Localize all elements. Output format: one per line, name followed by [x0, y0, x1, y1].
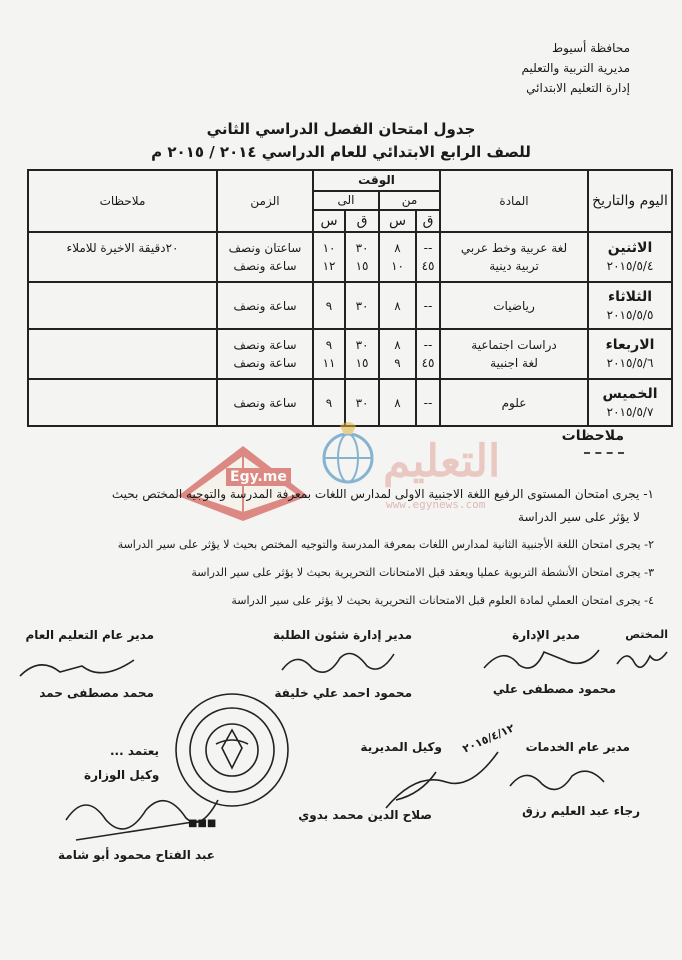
subject-name: دراسات اجتماعية — [471, 338, 557, 353]
deputy-directorate-name: صلاح الدين محمد بدوي — [298, 808, 432, 822]
time-value: ٣٠ — [355, 241, 369, 256]
notes-cell — [28, 232, 217, 282]
subject-name: لغة عربية وخط عربي — [460, 241, 568, 256]
subject-name: علوم — [440, 379, 588, 426]
duration-value: ساعة ونصف — [233, 259, 297, 274]
time-value: ٨ — [379, 282, 416, 329]
time-value: -- — [423, 241, 433, 256]
general-manager-title: مدير عام التعليم العام — [25, 628, 154, 642]
exam-date: ٢٠١٥/٥/٦ — [606, 356, 654, 371]
note-item: ٤- يجرى امتحان العملي لمادة العلوم قبل الامتحانات التحريرية بحيث لا يؤثر على سير الدراسة — [231, 594, 654, 607]
note-item: ٣- يجرى امتحان الأنشطة التربوية عمليا ويعقد قبل الامتحانات التحريرية بحيث لا يؤثر على سير الدراسة — [191, 566, 654, 579]
time-value: ٨ — [379, 379, 416, 426]
note-item: ١- يجرى امتحان المستوى الرفيع اللغة الاجنبية الاولى لمدارس اللغات بمعرفة المدرسة والتوجيه المختص بحيث — [111, 487, 654, 501]
time-value: ٣٠ — [355, 338, 369, 353]
services-manager-signature — [502, 760, 612, 800]
from-minutes-cell — [416, 232, 440, 282]
duration-value: ساعتان ونصف — [228, 241, 302, 256]
general-manager-signature — [12, 648, 142, 688]
time-value: ٩ — [313, 379, 345, 426]
directorate-label: مديرية التربية والتعليم — [521, 61, 630, 75]
day-name: الاثنين — [607, 240, 653, 257]
time-value: ١٢ — [322, 259, 336, 274]
time-value: ٨ — [394, 241, 401, 256]
time-value: ٩ — [313, 282, 345, 329]
note-value — [32, 257, 213, 275]
subject-cell — [440, 232, 588, 282]
ministry-deputy-signature — [56, 780, 226, 850]
specialist-title: المختص — [625, 628, 668, 641]
header-to-minutes: ق — [345, 210, 379, 233]
day-name: الاربعاء — [605, 337, 655, 354]
time-value: ١٠ — [322, 241, 336, 256]
exam-schedule-table — [27, 169, 673, 427]
day-cell — [588, 329, 672, 379]
header-to: الى — [313, 191, 379, 210]
logo-label: Egy.me — [226, 468, 291, 486]
table-row — [28, 232, 672, 282]
governorate-label: محافظة أسيوط — [552, 41, 630, 55]
day-cell — [588, 379, 672, 426]
admin-manager-signature — [474, 640, 604, 680]
table-row — [28, 282, 672, 329]
ministry-deputy-name: عبد الفتاح محمود أبو شامة — [58, 848, 216, 862]
from-minutes-cell — [416, 329, 440, 379]
time-value: -- — [416, 282, 440, 329]
duration-value: ساعة ونصف — [233, 338, 297, 353]
deputy-directorate-signature — [376, 742, 506, 818]
duration-cell — [217, 329, 313, 379]
exam-date: ٢٠١٥/٥/٧ — [606, 404, 654, 419]
header-time: الوقت — [313, 170, 440, 191]
header-to-hours: س — [313, 210, 345, 233]
globe-icon — [318, 418, 378, 488]
time-value: ١٠ — [391, 259, 404, 274]
duration-value: ساعة ونصف — [217, 379, 313, 426]
student-affairs-signature — [272, 640, 402, 684]
general-manager-name: محمد مصطفى حمد — [39, 686, 154, 700]
watermark-url: www.egynews.com — [386, 498, 486, 511]
day-cell — [588, 232, 672, 282]
subject-name: رياضيات — [440, 282, 588, 329]
deputy-directorate-title: وكيل المديرية — [360, 740, 442, 754]
note-value: ٢٠دقيقة الاخيرة للاملاء — [66, 241, 179, 256]
time-value: ١١ — [322, 356, 336, 371]
duration-cell — [217, 232, 313, 282]
header-duration: الزمن — [217, 170, 313, 232]
header-subject: المادة — [440, 170, 588, 232]
time-value: ٩ — [325, 338, 333, 353]
notes-cell — [28, 329, 217, 379]
note-item-continued: لا يؤثر على سير الدراسة — [518, 510, 640, 524]
watermark-text: التعليم — [383, 436, 501, 487]
notes-divider — [584, 452, 624, 454]
time-value: ٩ — [394, 356, 401, 371]
time-value: ١٥ — [355, 356, 369, 371]
time-value: ٣٠ — [345, 282, 379, 329]
header-from: من — [379, 191, 440, 210]
exam-date: ٢٠١٥/٥/٥ — [606, 307, 654, 322]
services-manager-title: مدير عام الخدمات — [525, 740, 630, 754]
duration-value: ساعة ونصف — [233, 356, 297, 371]
time-value: ٤٥ — [421, 356, 435, 371]
header-from-hours: س — [379, 210, 416, 233]
services-manager-name: رجاء عبد العليم رزق — [522, 804, 640, 818]
time-value: ٤٥ — [421, 259, 435, 274]
header-day-date: اليوم والتاريخ — [588, 170, 672, 232]
note-value — [32, 354, 213, 372]
admin-manager-name: محمود مصطفى علي — [492, 682, 616, 696]
time-value: ٣٠ — [345, 379, 379, 426]
to-hours-cell — [313, 232, 345, 282]
header-from-minutes: ق — [416, 210, 440, 233]
day-cell — [588, 282, 672, 329]
exam-date: ٢٠١٥/٥/٤ — [606, 259, 654, 274]
student-affairs-title: مدير إدارة شئون الطلبة — [272, 628, 412, 642]
document-title: جدول امتحان الفصل الدراسي الثاني — [206, 120, 476, 138]
notes-heading: ملاحظات — [561, 428, 624, 444]
admin-manager-title: مدير الإدارة — [512, 628, 580, 642]
website-watermark — [168, 418, 518, 530]
time-value: -- — [416, 379, 440, 426]
time-value: ١٥ — [355, 259, 369, 274]
ministry-deputy-title: وكيل الوزارة — [84, 768, 160, 782]
document-subtitle: للصف الرابع الابتدائي للعام الدراسي ٢٠١٤ / ٢٠١٥ م — [151, 143, 531, 161]
day-name: الثلاثاء — [607, 288, 653, 305]
note-item: ٢- يجرى امتحان اللغة الأجنبية الثانية لمدارس اللغات بمعرفة المدرسة والتوجيه المختص بحيث لا يؤثر على سير الدراسة — [117, 538, 654, 551]
note-value — [28, 282, 217, 329]
ministry-stamp-text: ■■■ — [188, 818, 217, 829]
subject-cell — [440, 329, 588, 379]
administration-label: إدارة التعليم الابتدائي — [526, 81, 630, 95]
time-value: ٨ — [394, 338, 401, 353]
specialist-signature — [612, 644, 672, 674]
subject-name: لغة اجنبية — [490, 356, 538, 371]
to-minutes-cell — [345, 329, 379, 379]
duration-value: ساعة ونصف — [217, 282, 313, 329]
approved-label: يعتمد ... — [110, 744, 160, 758]
from-hours-cell — [379, 329, 416, 379]
to-minutes-cell — [345, 232, 379, 282]
header-notes: ملاحظات — [28, 170, 217, 232]
student-affairs-name: محمود احمد علي خليفة — [274, 686, 412, 700]
handwritten-date: ٢٠١٥/٤/١٢ — [460, 721, 517, 756]
day-name: الخميس — [602, 385, 658, 402]
note-value — [32, 336, 213, 354]
letterhead — [522, 38, 631, 98]
to-hours-cell — [313, 329, 345, 379]
from-hours-cell — [379, 232, 416, 282]
table-row — [28, 329, 672, 379]
subject-name: تربية دينية — [489, 259, 539, 274]
time-value: -- — [423, 338, 433, 353]
